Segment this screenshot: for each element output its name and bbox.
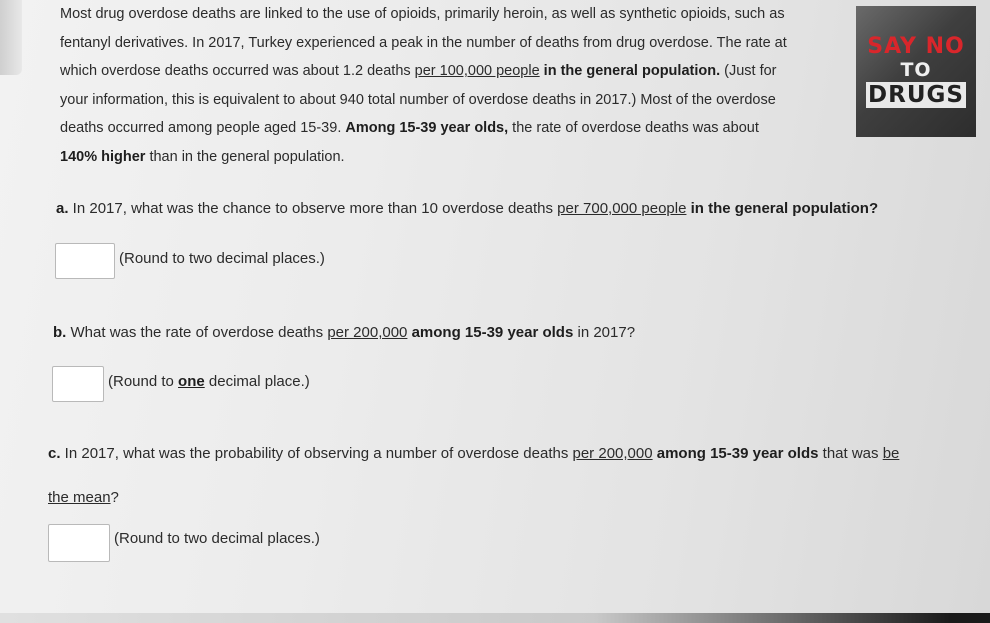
hint-text: (Round to <box>108 373 179 390</box>
intro-text: fentanyl derivatives. In 2017, Turkey experienced a peak in the number of deaths from drug overdose. The rate at <box>60 34 787 51</box>
question-letter: a. <box>56 200 69 217</box>
question-underlined: per 200,000 <box>327 324 408 341</box>
left-edge-shadow <box>0 0 22 75</box>
question-c <box>48 445 899 462</box>
intro-line-4 <box>60 86 850 115</box>
intro-text: deaths occurred among people aged 15-39. <box>60 120 346 136</box>
intro-line-1 <box>60 0 850 29</box>
intro-bold: Among 15-39 year olds, <box>345 120 509 136</box>
intro-line-6 <box>60 143 850 172</box>
rounding-hint-b <box>108 373 310 390</box>
intro-line-5 <box>60 114 850 143</box>
poster-line-2: TO <box>900 58 932 81</box>
question-text: In 2017, what was the probability of observing a number of overdose deaths <box>60 445 573 462</box>
question-a <box>56 200 878 217</box>
question-letter: b. <box>53 324 67 341</box>
question-text: ? <box>868 200 879 217</box>
poster-line-3 <box>866 81 966 109</box>
question-bold: in the general population <box>686 200 869 217</box>
say-no-to-drugs-image <box>856 6 976 137</box>
answer-input-a[interactable] <box>55 243 115 279</box>
intro-text: than in the general population. <box>145 148 345 165</box>
question-underlined: be <box>882 445 900 462</box>
intro-text: (Just for <box>720 63 777 79</box>
answer-input-b[interactable] <box>52 366 104 402</box>
question-text: In 2017, what was the chance to observe more than 10 overdose deaths <box>68 200 558 217</box>
question-letter: c. <box>48 445 61 462</box>
intro-line-3 <box>60 57 850 86</box>
poster-line-1: SAY NO <box>867 33 965 59</box>
intro-text: which overdose deaths occurred was about 1.2 deaths <box>60 63 415 79</box>
question-text: What was the rate of overdose deaths <box>66 324 328 341</box>
question-text: in 2017? <box>573 324 636 341</box>
question-underlined: per 700,000 people <box>557 200 687 217</box>
intro-line-2 <box>60 29 850 58</box>
screen-bottom-edge <box>0 613 990 623</box>
rate-underlined: per 100,000 people <box>414 63 540 79</box>
intro-bold: in the general population. <box>539 63 721 79</box>
question-text: that was <box>818 445 883 462</box>
problem-intro <box>60 0 850 171</box>
hint-text: decimal place.) <box>204 373 310 390</box>
question-underlined: the mean <box>48 489 111 506</box>
intro-bold: 140% higher <box>60 148 146 165</box>
rounding-hint-a: (Round to two decimal places.) <box>119 250 325 267</box>
question-text: ? <box>110 489 119 506</box>
rounding-hint-c: (Round to two decimal places.) <box>114 530 320 547</box>
question-underlined: per 200,000 <box>572 445 653 462</box>
answer-input-c[interactable] <box>48 524 110 562</box>
question-b <box>53 324 635 341</box>
intro-text: Most drug overdose deaths are linked to the use of opioids, primarily heroin, as well as synthetic opioids, such as <box>60 6 785 22</box>
question-bold: among 15-39 year olds <box>652 445 819 462</box>
intro-text: your information, this is equivalent to about 940 total number of overdose deaths in 2017.) Most of the overdose <box>60 91 776 108</box>
poster-line-3-text: DRUGS <box>868 81 964 108</box>
hint-emphasis: one <box>178 373 205 390</box>
question-bold: among 15-39 year olds <box>407 324 574 341</box>
question-c-line-2 <box>48 489 119 506</box>
intro-text: the rate of overdose deaths was about <box>508 120 759 136</box>
